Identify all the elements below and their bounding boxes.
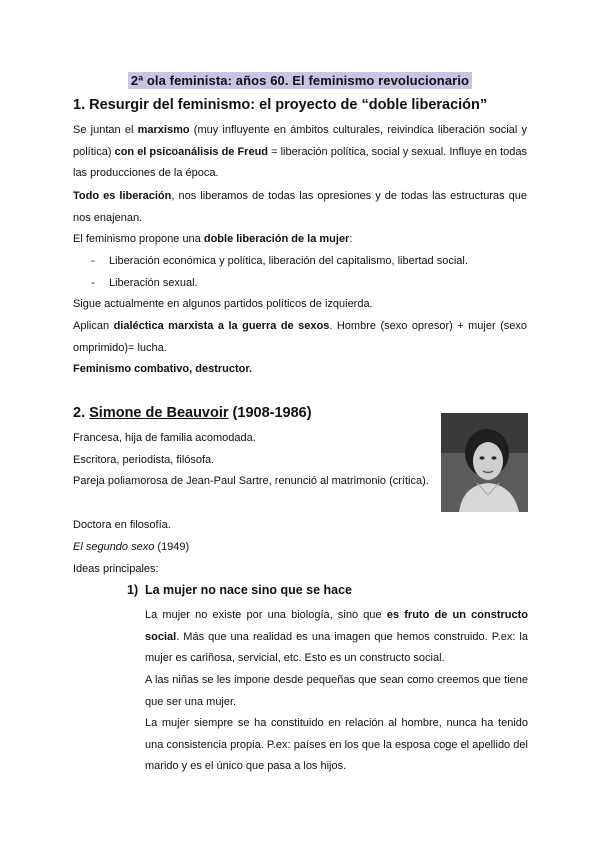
bullet-text: Liberación sexual. [109,277,198,289]
portrait-photo [441,413,528,512]
portrait-image [441,413,528,512]
section1-heading: 1. Resurgir del feminismo: el proyecto de “doble liberación” [73,97,488,113]
bold-text: Todo es liberación [73,190,172,202]
text: . Hombre (sexo opresor) + mujer (sexo omprimido)= lucha. [73,320,528,354]
idea-1-paragraph-2: A las niñas se les impone desde pequeñas que sean como creemos que tiene que ser una mujer. [145,674,528,708]
text: Aplican [73,320,114,332]
bold-text: Feminismo combativo, destructor. [73,363,253,375]
bio-line-6: Ideas principales: [73,563,159,575]
bold-text: con el psicoanálisis de Freud [114,145,269,158]
section1-paragraph-5 [73,316,527,359]
bullet-item [91,277,198,289]
text: Se juntan el [73,124,138,136]
bio-line-3: Pareja poliamorosa de Jean-Paul Sartre, renunció al matrimonio (crítica). [73,475,429,487]
idea-1-paragraph-3: La mujer siempre se ha constituido en relación al hombre, nunca ha tenido una consistencia propia. P.ex: países en los que la esposa coge el apellido del marido y es el único que pasa a los hijos. [145,717,528,772]
text: La mujer no existe por una biología, sino que [145,609,387,621]
section1-paragraph-6 [73,359,527,381]
text: (muy influyente en ámbitos culturales, reivindica liberación social y política) [73,124,527,158]
section1-paragraph-3 [73,229,527,251]
bio-line-2: Escritora, periodista, filósofa. [73,454,215,466]
bullet-text: Liberación económica y política, liberación del capitalismo, libertad social. [109,255,468,267]
text: , nos liberamos de todas las opresiones y de todas las estructuras que nos enajenan. [73,190,527,224]
text: : [349,233,353,245]
heading-number: 2. [73,405,90,421]
section1-paragraph-2 [73,186,527,229]
heading-years: (1908-1986) [228,405,312,421]
idea-1-heading [127,583,352,597]
bio-line-1: Francesa, hija de familia acomodada. [73,432,256,444]
section1-paragraph-4: Sigue actualmente en algunos partidos políticos de izquierda. [73,298,373,310]
bullet-item [91,255,468,267]
text: = liberación política, social y sexual. Influye en todas las producciones de la época. [73,145,528,179]
title-wrap [0,72,600,90]
heading-name: Simone de Beauvoir [89,405,229,421]
bullet-dash: - [91,255,95,267]
idea-title: La mujer no nace sino que se hace [145,583,353,597]
bio-line-5 [73,537,433,559]
bold-text: dialéctica marxista a la guerra de sexos [113,320,330,332]
bio-line-4: Doctora en filosofía. [73,519,171,531]
idea-number: 1) [127,583,139,597]
text: El feminismo propone una [73,233,204,245]
bold-text: doble liberación de la mujer [203,233,350,245]
section2-heading [73,405,312,421]
idea-1-paragraph-1 [145,605,528,670]
document-title: 2ª ola feminista: años 60. El feminismo revolucionario [128,72,472,89]
bold-text: es fruto de un constructo social [145,609,528,643]
bold-text: marxismo [137,124,190,136]
section1-paragraph-1 [73,120,527,185]
book-title: El segundo sexo [73,541,155,553]
text: . Más que una realidad es una imagen que hemos construido. P.ex: la mujer es cariñosa, servicial, etc. Esto es un constructo social. [145,630,528,664]
bullet-dash: - [91,277,95,289]
book-year: (1949) [154,541,190,553]
